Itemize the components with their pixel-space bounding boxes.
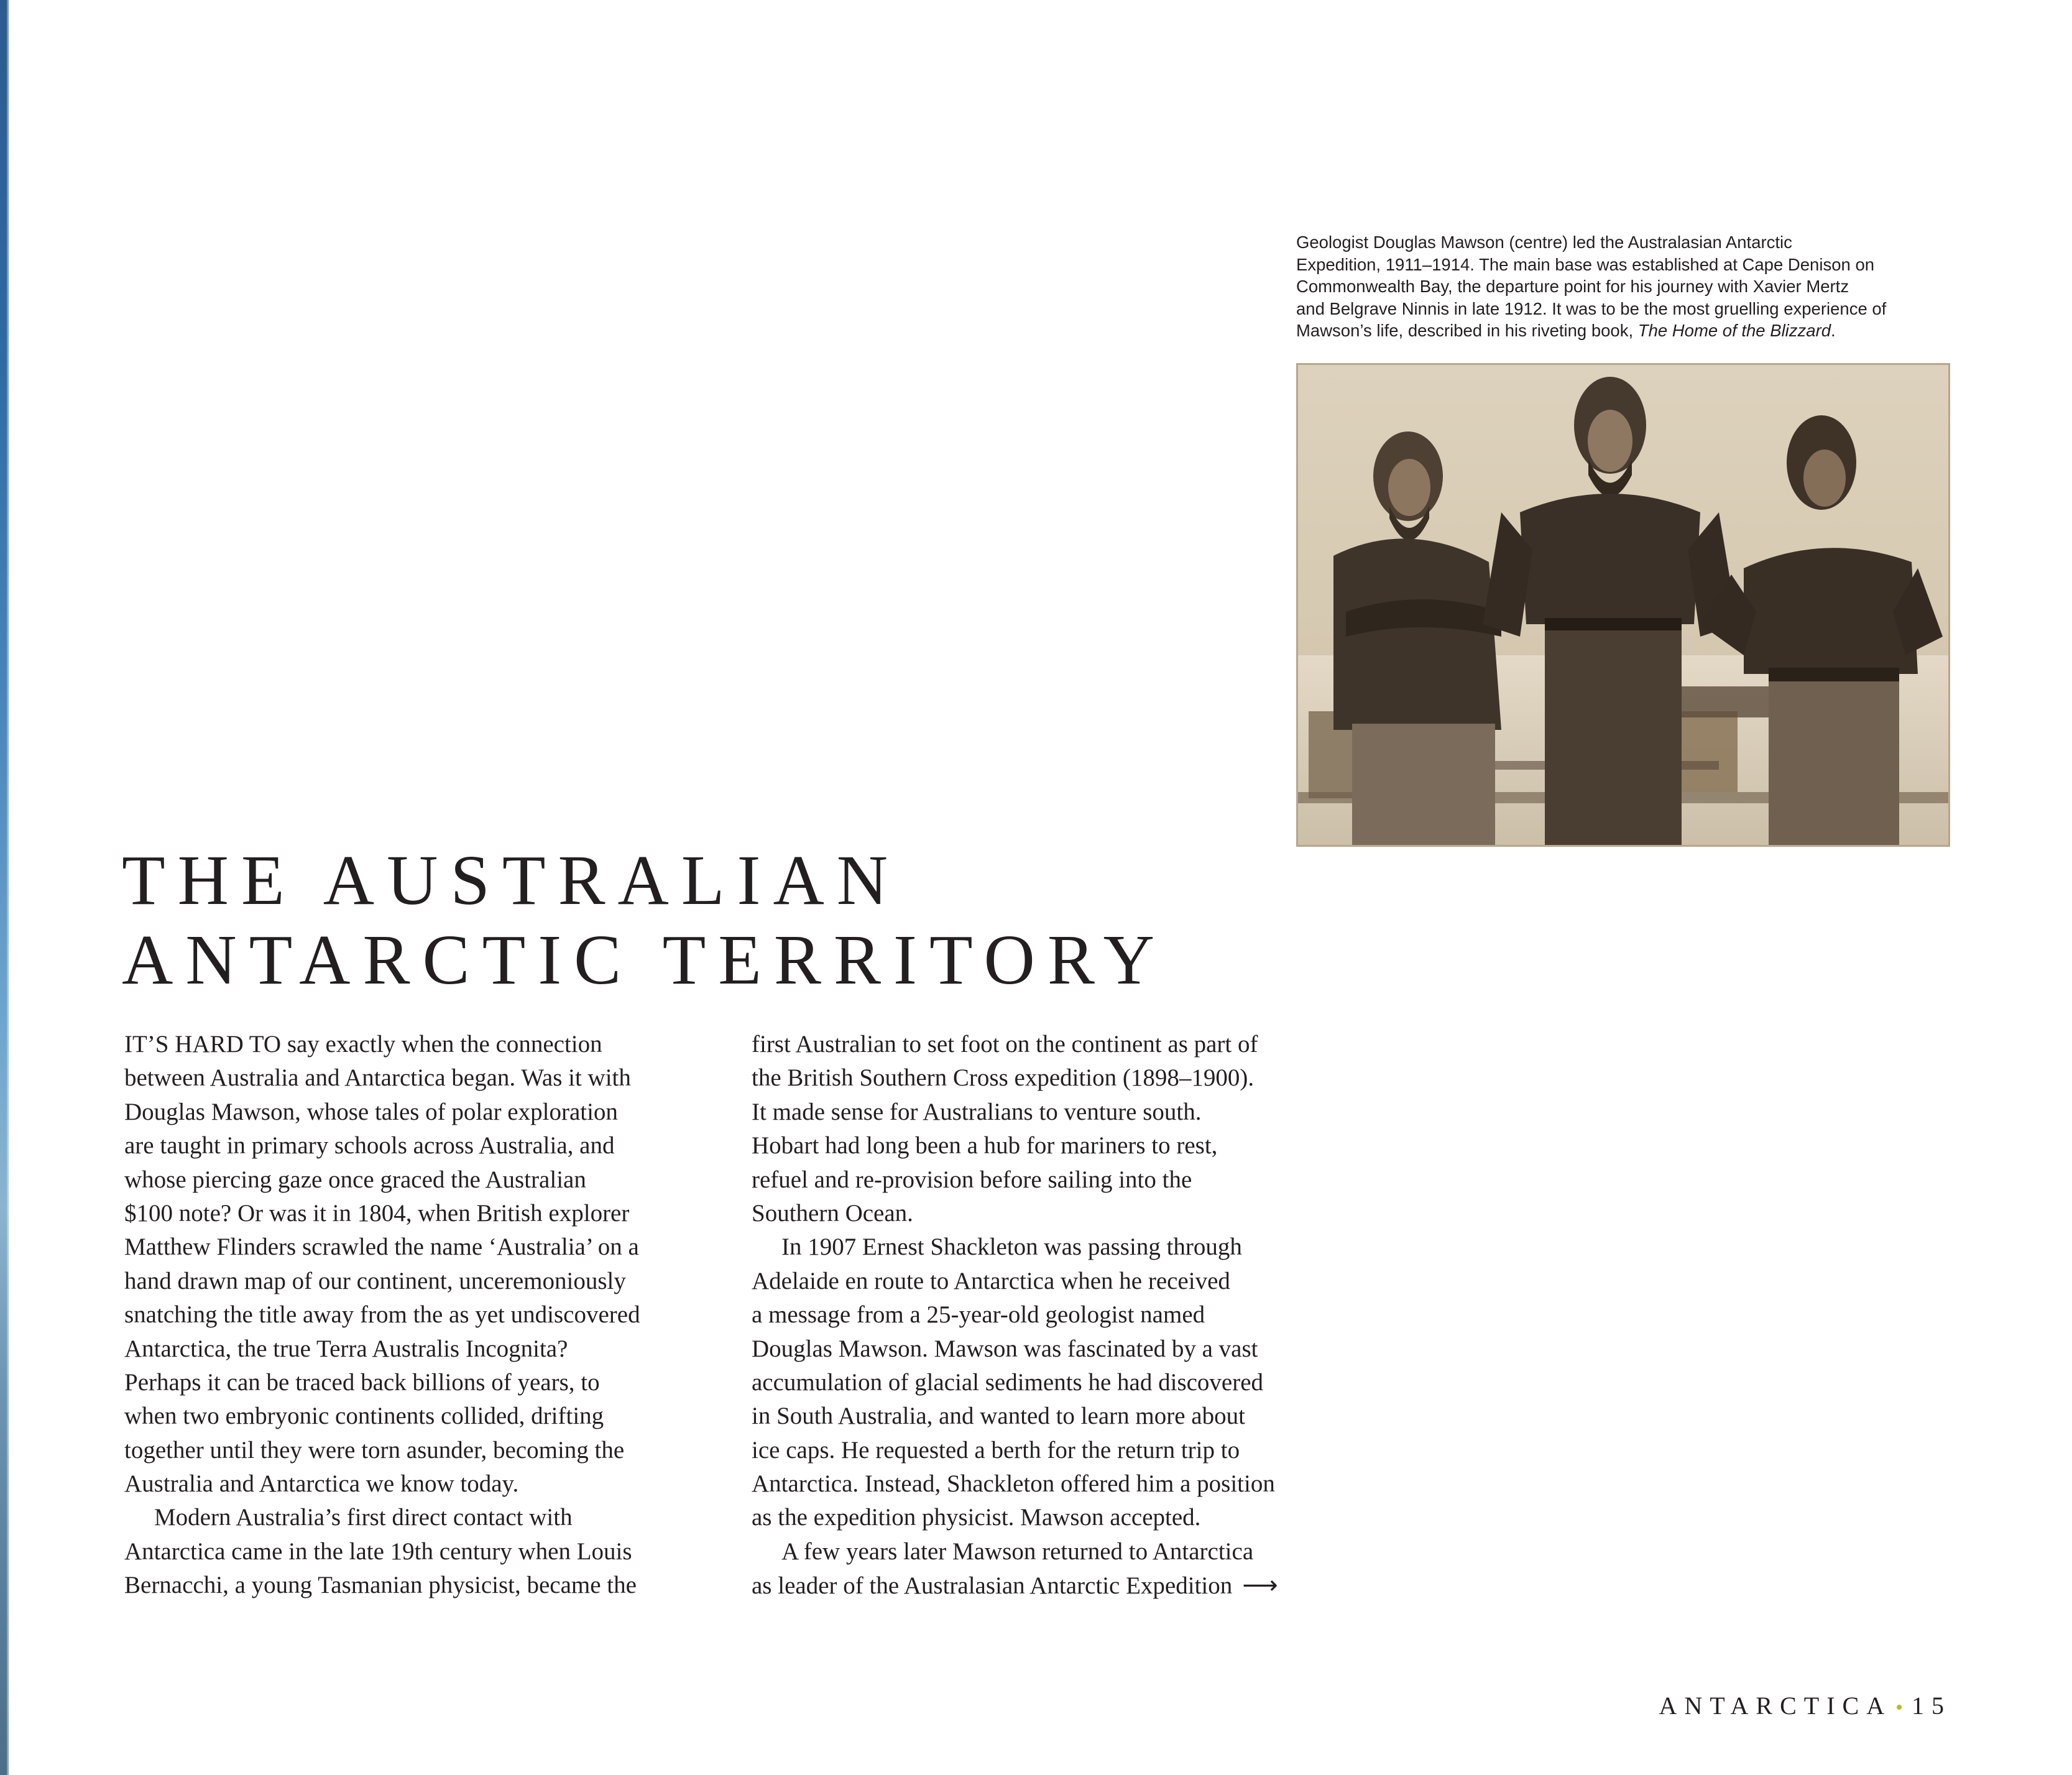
caption-line: Expedition, 1911–1914. The main base was established at Cape Denison on	[1296, 254, 1875, 274]
caption-text: .	[1831, 321, 1836, 340]
text-line: the British Southern Cross expedition (1898–1900).	[752, 1064, 1255, 1092]
text-line: accumulation of glacial sediments he had discovered	[752, 1368, 1264, 1396]
text-line: Douglas Mawson. Mawson was fascinated by a vast	[752, 1335, 1258, 1362]
text-line: ice caps. He requested a berth for the return trip to	[752, 1436, 1240, 1464]
text-line: between Australia and Antarctica began. Was it with	[124, 1064, 631, 1092]
text-line: hand drawn map of our continent, unceremoniously	[124, 1267, 626, 1294]
text-line: together until they were torn asunder, becoming the	[124, 1436, 625, 1464]
text-line: as the expedition physicist. Mawson accepted.	[752, 1504, 1201, 1531]
text-line: a message from a 25-year-old geologist named	[752, 1301, 1205, 1329]
body-column-left	[124, 1028, 640, 1603]
text-line: Australia and Antarctica we know today.	[124, 1470, 519, 1498]
caption-book-title: The Home of the Blizzard	[1637, 321, 1831, 340]
continue-arrow-icon: ⟶	[1242, 1571, 1278, 1600]
body-column-right	[752, 1028, 1278, 1603]
caption-line: and Belgrave Ninnis in late 1912. It was to be the most gruelling experience of	[1296, 298, 1887, 318]
text-line: in South Australia, and wanted to learn more about	[752, 1403, 1245, 1430]
text-line: In 1907 Ernest Shackleton was passing through	[781, 1233, 1242, 1261]
text-line: Modern Australia’s first direct contact with	[154, 1504, 573, 1531]
text-line: It made sense for Australians to venture south.	[752, 1098, 1202, 1125]
text-line: Perhaps it can be traced back billions of years, to	[124, 1368, 600, 1396]
text-line: first Australian to set foot on the continent as part of	[752, 1031, 1258, 1058]
text-line	[752, 1569, 1278, 1602]
text-line: Antarctica came in the late 19th century when Louis	[124, 1538, 632, 1565]
text-line: Antarctica. Instead, Shackleton offered him a position	[752, 1470, 1275, 1498]
text-line: when two embryonic continents collided, drifting	[124, 1403, 604, 1430]
text-line: are taught in primary schools across Australia, and	[124, 1132, 615, 1160]
footer-section-name: ANTARCTICA	[1659, 1692, 1892, 1720]
text-line: IT’S HARD TO say exactly when the connection	[124, 1031, 602, 1058]
text-line: $100 note? Or was it in 1804, when British explorer	[124, 1199, 630, 1227]
text-line: Matthew Flinders scrawled the name ‘Australia’ on a	[124, 1233, 639, 1261]
expedition-photo	[1296, 363, 1950, 847]
photo-caption	[1296, 231, 1955, 342]
page-edge-strip	[0, 0, 9, 1775]
sepia-photo-icon	[1296, 363, 1950, 847]
text-line: Douglas Mawson, whose tales of polar exploration	[124, 1098, 618, 1125]
caption-line	[1296, 320, 1955, 342]
text-line: refuel and re-provision before sailing into the	[752, 1166, 1192, 1193]
text-line: Hobart had long been a hub for mariners to rest,	[752, 1132, 1218, 1160]
text-line: Antarctica, the true Terra Australis Incognita?	[124, 1335, 568, 1362]
text-line-content: as leader of the Australasian Antarctic Expedition	[752, 1572, 1233, 1600]
text-line: A few years later Mawson returned to Antarctica	[781, 1538, 1254, 1565]
caption-line: Commonwealth Bay, the departure point for his journey with Xavier Mertz	[1296, 277, 1849, 296]
title-line-2: ANTARCTIC TERRITORY	[122, 920, 1167, 999]
title-line-1: THE AUSTRALIAN	[122, 841, 901, 920]
caption-line: Geologist Douglas Mawson (centre) led the Australasian Antarctic	[1296, 233, 1792, 252]
text-line: Adelaide en route to Antarctica when he received	[752, 1267, 1230, 1294]
text-line: Bernacchi, a young Tasmanian physicist, became the	[124, 1572, 637, 1599]
text-line: whose piercing gaze once graced the Australian	[124, 1166, 586, 1193]
text-line: Southern Ocean.	[752, 1199, 913, 1227]
text-line: snatching the title away from the as yet undiscovered	[124, 1301, 640, 1329]
page-number: 15	[1912, 1692, 1951, 1720]
page-title	[122, 841, 1167, 1000]
caption-text: Mawson’s life, described in his riveting book,	[1296, 321, 1638, 340]
page-footer	[1659, 1691, 1951, 1720]
footer-separator-dot: •	[1895, 1696, 1903, 1719]
